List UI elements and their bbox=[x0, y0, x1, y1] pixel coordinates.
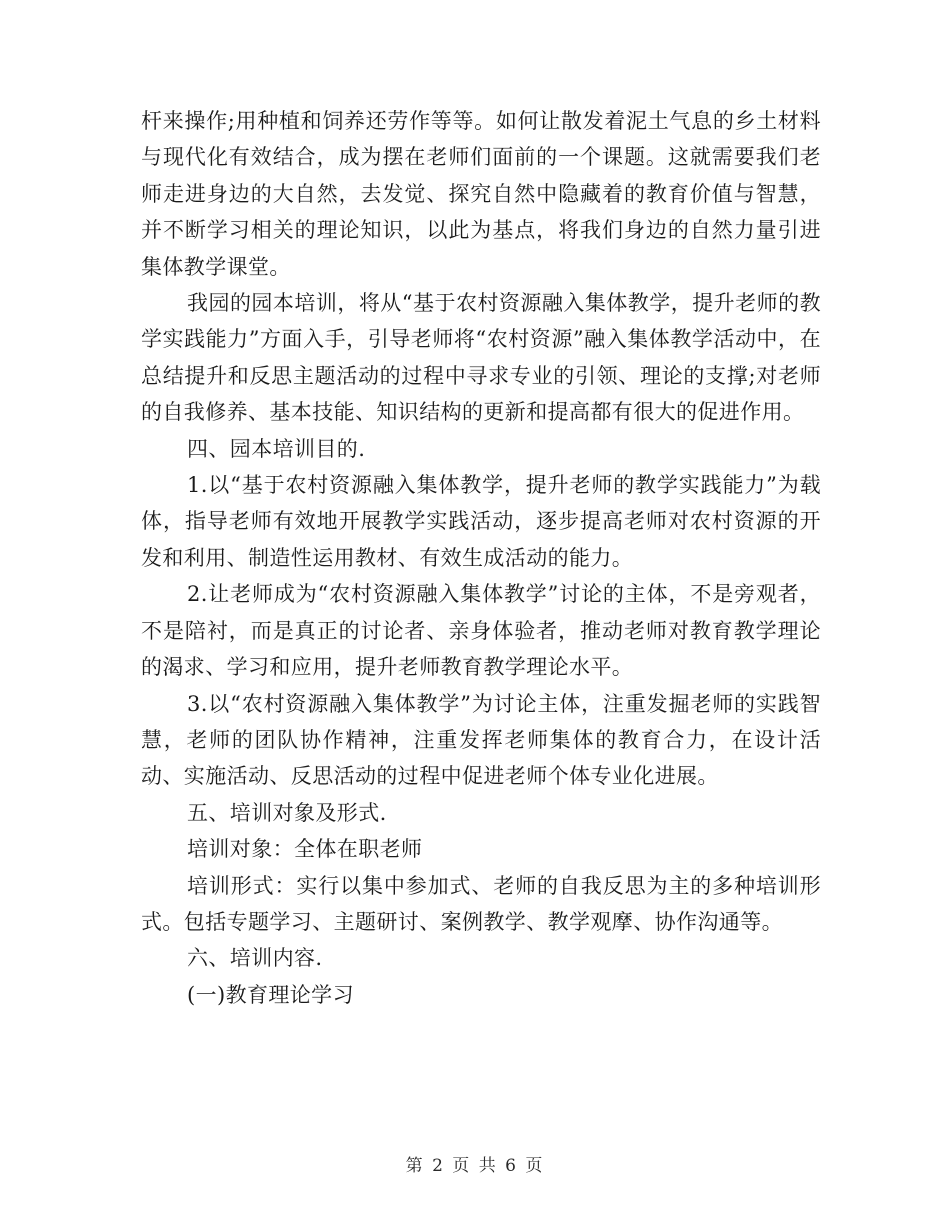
subsection-heading-1: (一)教育理论学习 bbox=[187, 982, 354, 1007]
list-item-3: 3.以“农村资源融入集体教学”为讨论主体，注重发掘老师的实践智慧，老师的团队协作精神，注重发挥老师集体的教育合力，在设计活动、实施活动、反思活动的过程中促进老师个体专业化进展。 bbox=[141, 691, 821, 789]
current-page-number: 2 bbox=[432, 1156, 445, 1176]
total-page-count: 6 bbox=[505, 1156, 518, 1176]
training-target: 培训对象：全体在职老师 bbox=[187, 837, 423, 862]
section-heading-6: 六、培训内容. bbox=[187, 946, 323, 971]
footer-suffix: 页 bbox=[525, 1156, 545, 1176]
section-heading-4: 四、园本培训目的. bbox=[187, 436, 366, 461]
footer-prefix: 第 bbox=[405, 1156, 425, 1176]
paragraph-1: 杆来操作;用种植和饲养还劳作等等。如何让散发着泥土气息的乡土材料与现代化有效结合，成为摆在老师们面前的一个课题。这就需要我们老师走进身边的大自然，去发觉、探究自然中隐藏着的教育价值与智慧，并不断学习相关的理论知识，以此为基点，将我们身边的自然力量引进集体教学课堂。 bbox=[141, 109, 821, 279]
list-item-1: 1.以“基于农村资源融入集体教学，提升老师的教学实践能力”为载体，指导老师有效地开展教学实践活动，逐步提高老师对农村资源的开发和利用、制造性运用教材、有效生成活动的能力。 bbox=[141, 473, 821, 570]
document-body bbox=[141, 103, 821, 1013]
list-item-2: 2.让老师成为“农村资源融入集体教学”讨论的主体，不是旁观者，不是陪衬，而是真正的讨论者、亲身体验者，推动老师对教育教学理论的渴求、学习和应用，提升老师教育教学理论水平。 bbox=[141, 582, 821, 680]
page-footer bbox=[0, 1154, 950, 1178]
footer-middle: 页 共 bbox=[452, 1156, 498, 1176]
paragraph-2: 我园的园本培训，将从“基于农村资源融入集体教学，提升老师的教学实践能力”方面入手，引导老师将“农村资源”融入集体教学活动中，在总结提升和反思主题活动的过程中寻求专业的引领、理论的支撑;对老师的自我修养、基本技能、知识结构的更新和提高都有很大的促进作用。 bbox=[141, 291, 821, 425]
training-format: 培训形式：实行以集中参加式、老师的自我反思为主的多种培训形式。包括专题学习、主题研讨、案例教学、教学观摩、协作沟通等。 bbox=[141, 873, 821, 934]
section-heading-5: 五、培训对象及形式. bbox=[187, 800, 387, 825]
